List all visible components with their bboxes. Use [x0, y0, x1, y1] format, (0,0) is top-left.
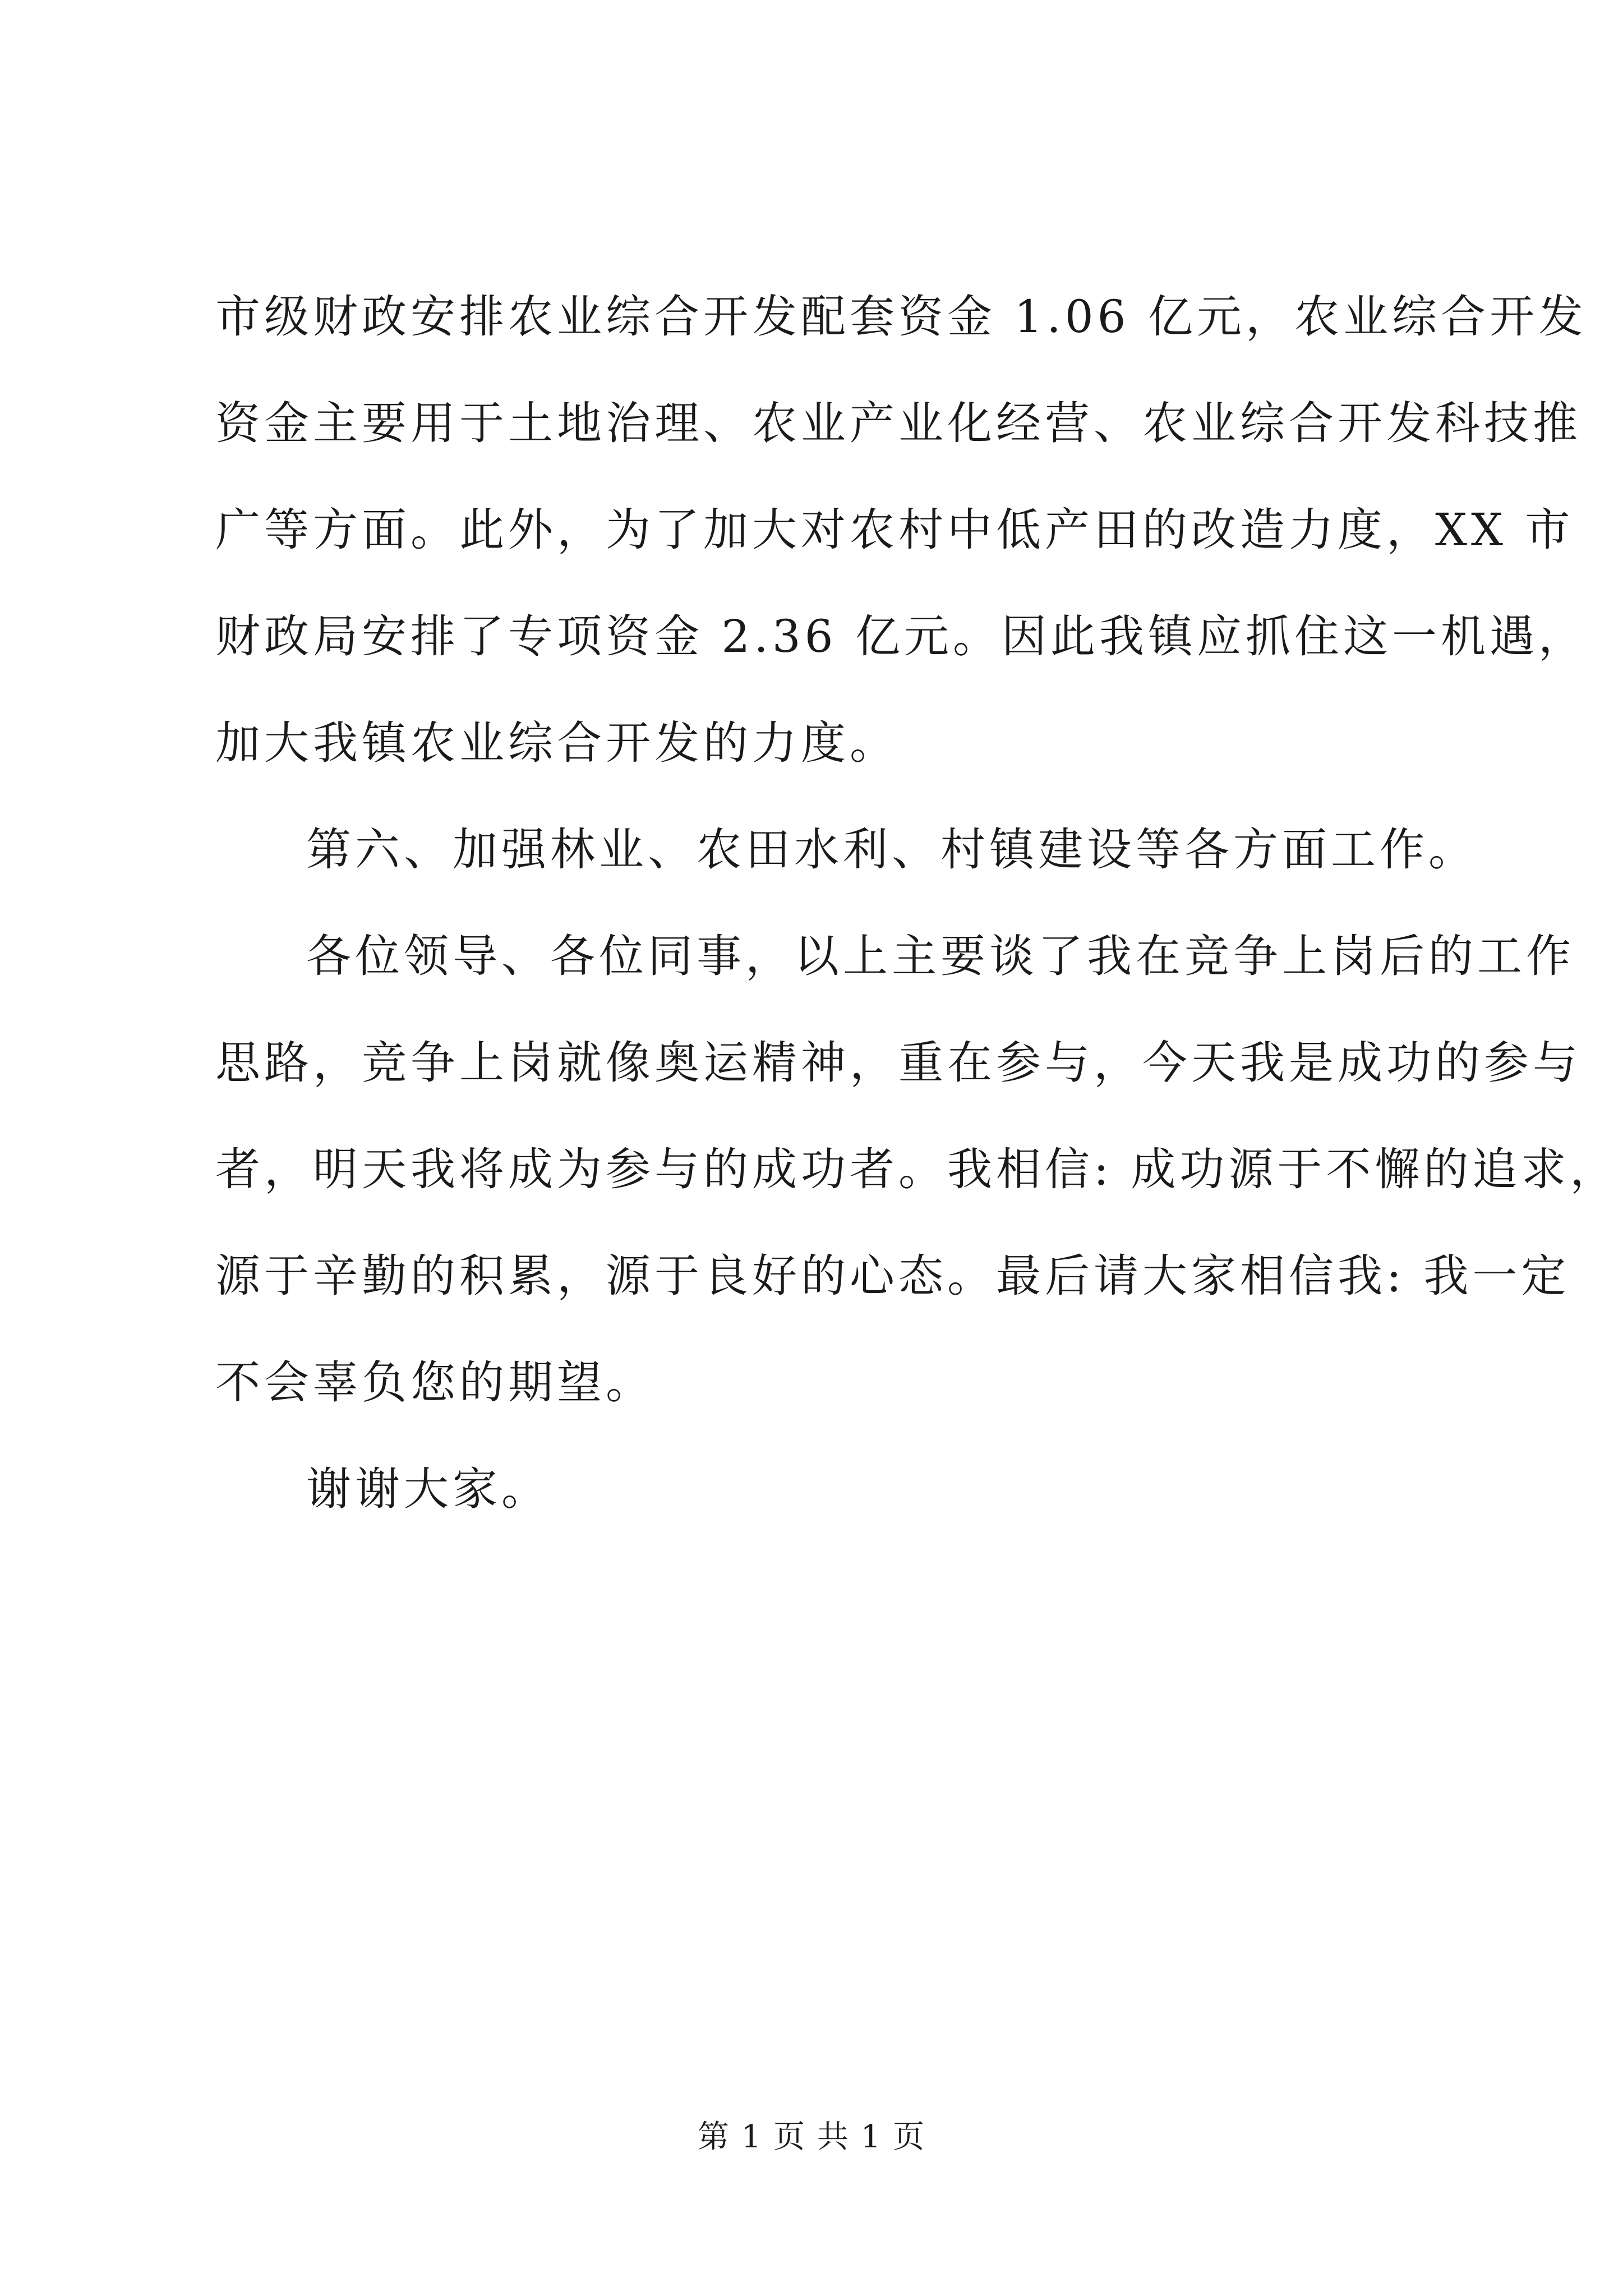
text-line: 不会辜负您的期望。 [215, 1356, 654, 1409]
paragraph-closing-remarks [215, 903, 1619, 1436]
text-line: 资金主要用于土地治理、农业产业化经营、农业综合开发科技推 [215, 397, 1581, 449]
page-footer: 第 1 页 共 1 页 [697, 2119, 926, 2155]
text-line: 加大我镇农业综合开发的力度。 [215, 717, 898, 769]
text-line: 第六、加强林业、农田水利、村镇建设等各方面工作。 [306, 823, 1477, 876]
text-line: 源于辛勤的积累，源于良好的心态。最后请大家相信我: 我一定 [215, 1250, 1570, 1302]
text-line: 各位领导、各位同事，以上主要谈了我在竞争上岗后的工作 [306, 930, 1575, 982]
text-line: 广等方面。此外，为了加大对农村中低产田的改造力度，XX 市 [215, 504, 1574, 556]
text-line: 市级财政安排农业综合开发配套资金 1.06 亿元，农业综合开发 [215, 291, 1587, 343]
paragraph-thanks [215, 1436, 1421, 1543]
text-line: 思路，竞争上岗就像奥运精神，重在参与，今天我是成功的参与 [215, 1037, 1581, 1089]
paragraph-sixth-point [215, 797, 1477, 903]
paragraph-funding [215, 264, 1587, 797]
text-line: 者，明天我将成为参与的成功者。我相信: 成功源于不懈的追求， [215, 1143, 1619, 1195]
text-line: 财政局安排了专项资金 2.36 亿元。因此我镇应抓住这一机遇， [215, 610, 1587, 662]
document-body [215, 264, 1619, 1543]
text-line: 谢谢大家。 [306, 1463, 550, 1515]
